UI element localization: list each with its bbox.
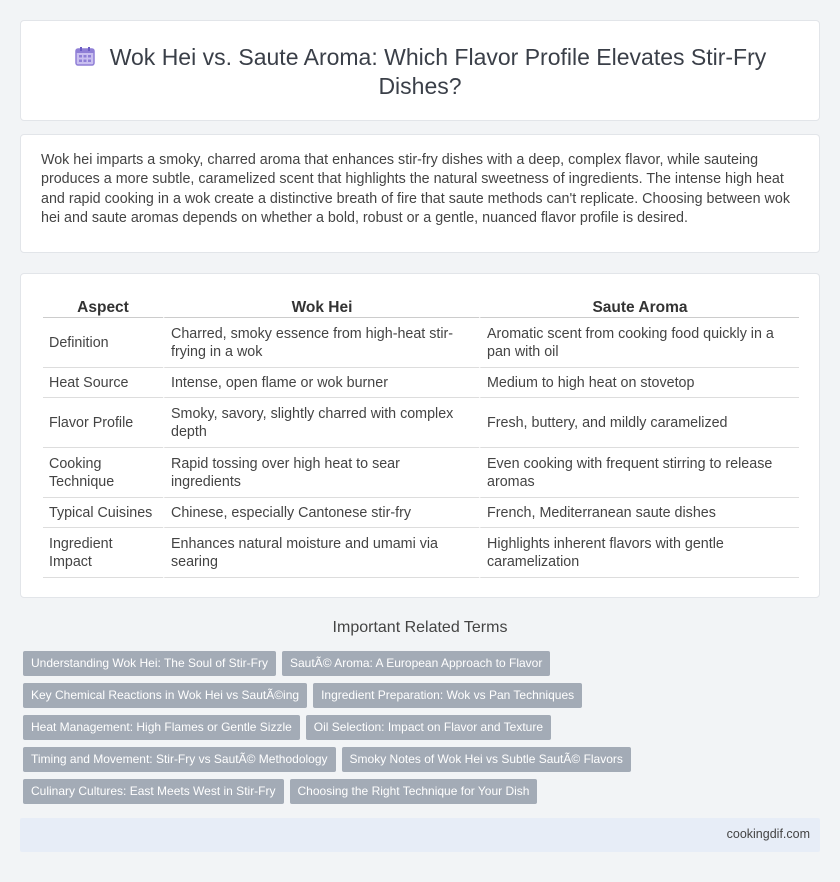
row-wok-hei: Chinese, especially Cantonese stir-fry	[163, 498, 479, 528]
row-wok-hei: Smoky, savory, slightly charred with complex depth	[163, 398, 479, 448]
row-wok-hei: Intense, open flame or wok burner	[163, 368, 479, 398]
related-term-link[interactable]: Heat Management: High Flames or Gentle Sizzle	[23, 715, 300, 740]
row-saute-aroma: Even cooking with frequent stirring to release aromas	[479, 448, 799, 498]
related-term-link[interactable]: Ingredient Preparation: Wok vs Pan Techniques	[313, 683, 582, 708]
row-saute-aroma: Aromatic scent from cooking food quickly in a pan with oil	[479, 318, 799, 368]
row-aspect: Typical Cuisines	[43, 498, 163, 528]
row-saute-aroma: Medium to high heat on stovetop	[479, 368, 799, 398]
table-row	[43, 368, 799, 398]
table-row	[43, 528, 799, 578]
related-term-link[interactable]: Understanding Wok Hei: The Soul of Stir-Fry	[23, 651, 276, 676]
row-aspect: Heat Source	[43, 368, 163, 398]
row-saute-aroma: Fresh, buttery, and mildly caramelized	[479, 398, 799, 448]
row-wok-hei: Rapid tossing over high heat to sear ingredients	[163, 448, 479, 498]
row-aspect: Flavor Profile	[43, 398, 163, 448]
title-card	[20, 20, 820, 121]
related-term-link[interactable]: Timing and Movement: Stir-Fry vs SautÃ© Methodology	[23, 747, 336, 772]
related-term-link[interactable]: Key Chemical Reactions in Wok Hei vs SautÃ©ing	[23, 683, 307, 708]
summary-card	[20, 134, 820, 253]
row-aspect: Ingredient Impact	[43, 528, 163, 578]
table-row	[43, 498, 799, 528]
comparison-table	[43, 296, 799, 578]
row-saute-aroma: Highlights inherent flavors with gentle caramelization	[479, 528, 799, 578]
page-title: Wok Hei vs. Saute Aroma: Which Flavor Profile Elevates Stir-Fry Dishes?	[109, 44, 767, 99]
related-term-link[interactable]: SautÃ© Aroma: A European Approach to Flavor	[282, 651, 550, 676]
footer-site-name[interactable]: cookingdif.com	[726, 827, 810, 841]
header-aspect: Aspect	[43, 296, 163, 318]
calendar-icon	[74, 45, 96, 67]
footer	[20, 818, 820, 852]
related-term-link[interactable]: Oil Selection: Impact on Flavor and Texture	[306, 715, 551, 740]
header-saute-aroma: Saute Aroma	[479, 296, 799, 318]
table-row	[43, 318, 799, 368]
related-terms-heading: Important Related Terms	[332, 619, 508, 636]
related-term-link[interactable]: Choosing the Right Technique for Your Dish	[290, 779, 538, 804]
table-row	[43, 398, 799, 448]
table-row	[43, 448, 799, 498]
table-header-row	[43, 296, 799, 318]
related-term-link[interactable]: Culinary Cultures: East Meets West in Stir-Fry	[23, 779, 284, 804]
summary-text: Wok hei imparts a smoky, charred aroma that enhances stir-fry dishes with a deep, complex flavor, while sauteing produces a more subtle, caramelized scent that highlights the natural sweetness of ingredients. The intense high heat and rapid cooking in a wok create a distinctive breath of fire that saute methods can't replicate. Choosing between wok hei and saute aromas depends on whether a bold, robust or a gentle, nuanced flavor profile is desired.	[41, 152, 790, 226]
row-aspect: Definition	[43, 318, 163, 368]
title-wrap	[61, 43, 779, 101]
row-wok-hei: Enhances natural moisture and umami via searing	[163, 528, 479, 578]
related-term-link[interactable]: Smoky Notes of Wok Hei vs Subtle SautÃ© Flavors	[342, 747, 631, 772]
row-aspect: Cooking Technique	[43, 448, 163, 498]
comparison-card	[20, 273, 820, 598]
related-terms-list	[23, 651, 643, 811]
header-wok-hei: Wok Hei	[163, 296, 479, 318]
row-wok-hei: Charred, smoky essence from high-heat stir-frying in a wok	[163, 318, 479, 368]
row-saute-aroma: French, Mediterranean saute dishes	[479, 498, 799, 528]
